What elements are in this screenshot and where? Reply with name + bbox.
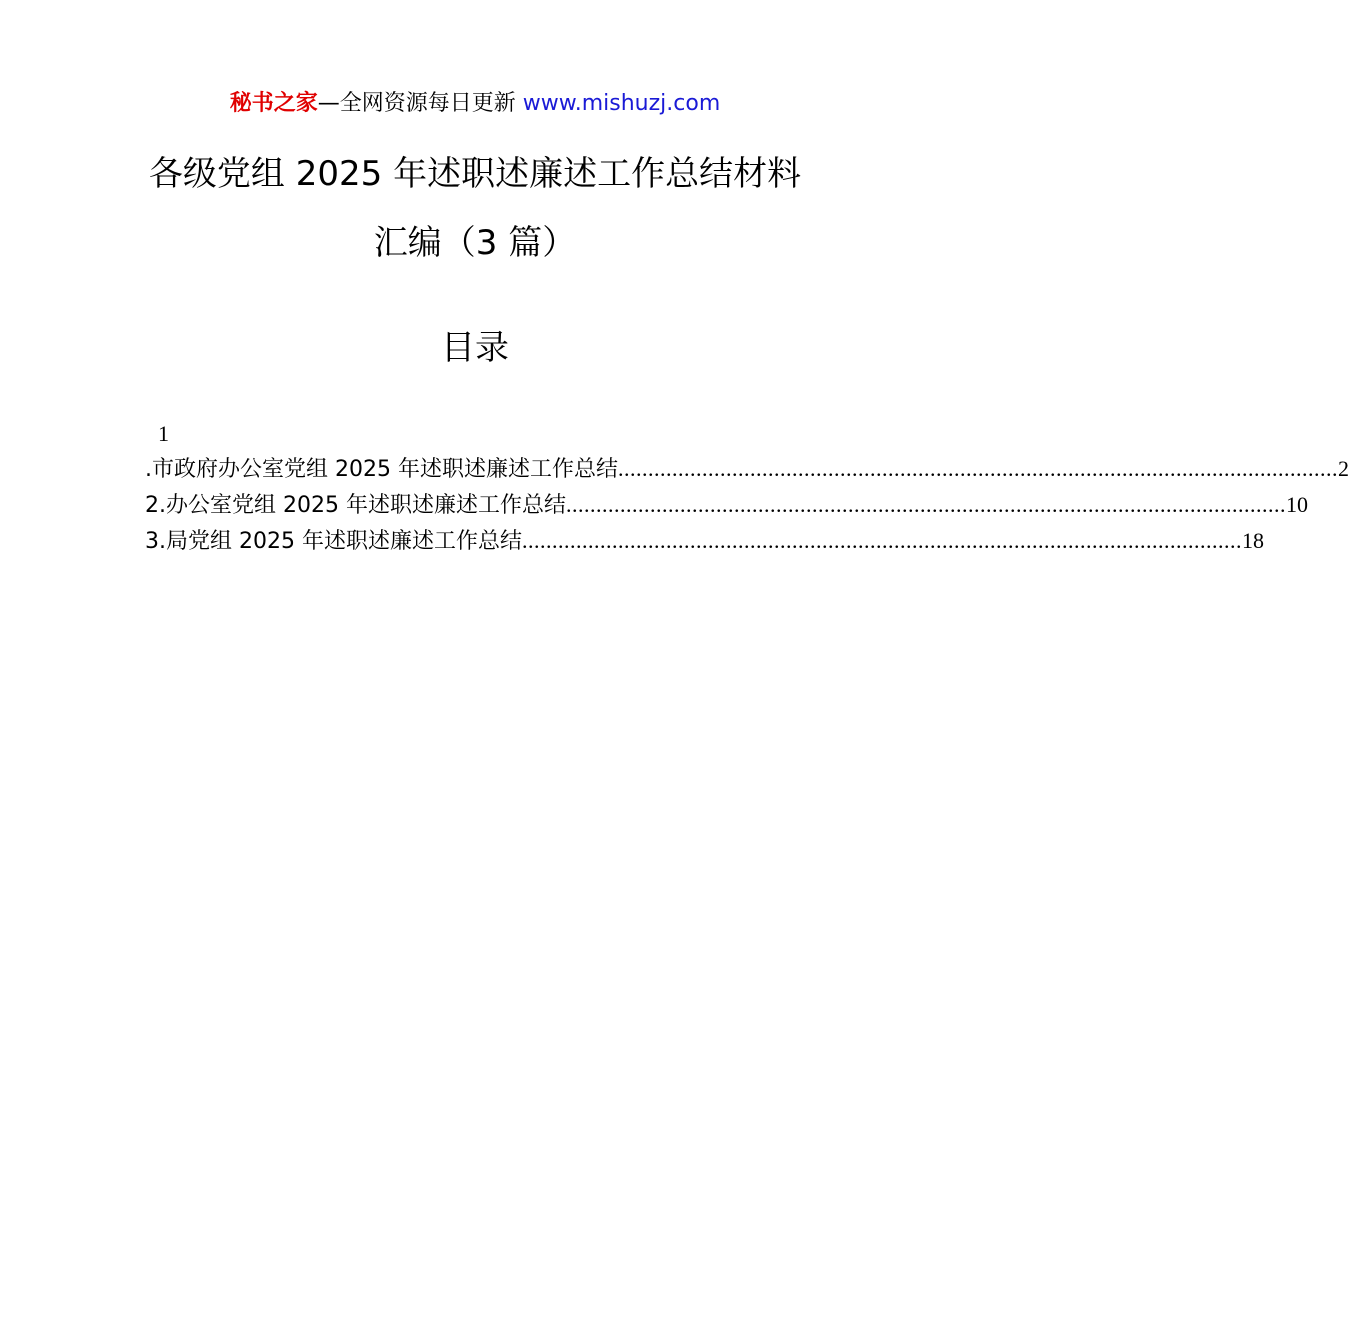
site-url-link[interactable]: www.mishuzj.com [522,91,721,116]
toc-heading: 目录 [441,328,509,368]
toc-dot-leader: ........................................................................................................................ [565,492,1286,517]
toc-entry[interactable] [145,523,1264,559]
toc-entry[interactable] [145,487,1308,523]
document-title-line-1: 各级党组 2025 年述职述廉述工作总结材料 [148,154,802,194]
site-banner [0,88,950,120]
table-of-contents [145,451,1349,559]
toc-entry-title: .市政府办公室党组 2025 年述职述廉述工作总结 [145,457,618,482]
toc-entry[interactable] [145,451,1349,487]
toc-entry-page: 18 [1241,528,1264,553]
toc-entry-title: 3.局党组 2025 年述职述廉述工作总结 [145,529,522,554]
brand-name: 秘书之家 [229,91,318,116]
toc-entry-title: 2.办公室党组 2025 年述职述廉述工作总结 [145,493,566,518]
document-title-line-2: 汇编（3 篇） [373,223,577,263]
toc-entry-page: 2 [1337,456,1349,481]
toc-dot-leader: ........................................................................................................................ [617,456,1338,481]
toc-dot-leader: ........................................................................................................................ [521,528,1242,553]
toc-first-number: 1 [158,421,169,446]
brand-slogan: —全网资源每日更新 [317,91,516,116]
toc-entry-page: 10 [1285,492,1308,517]
